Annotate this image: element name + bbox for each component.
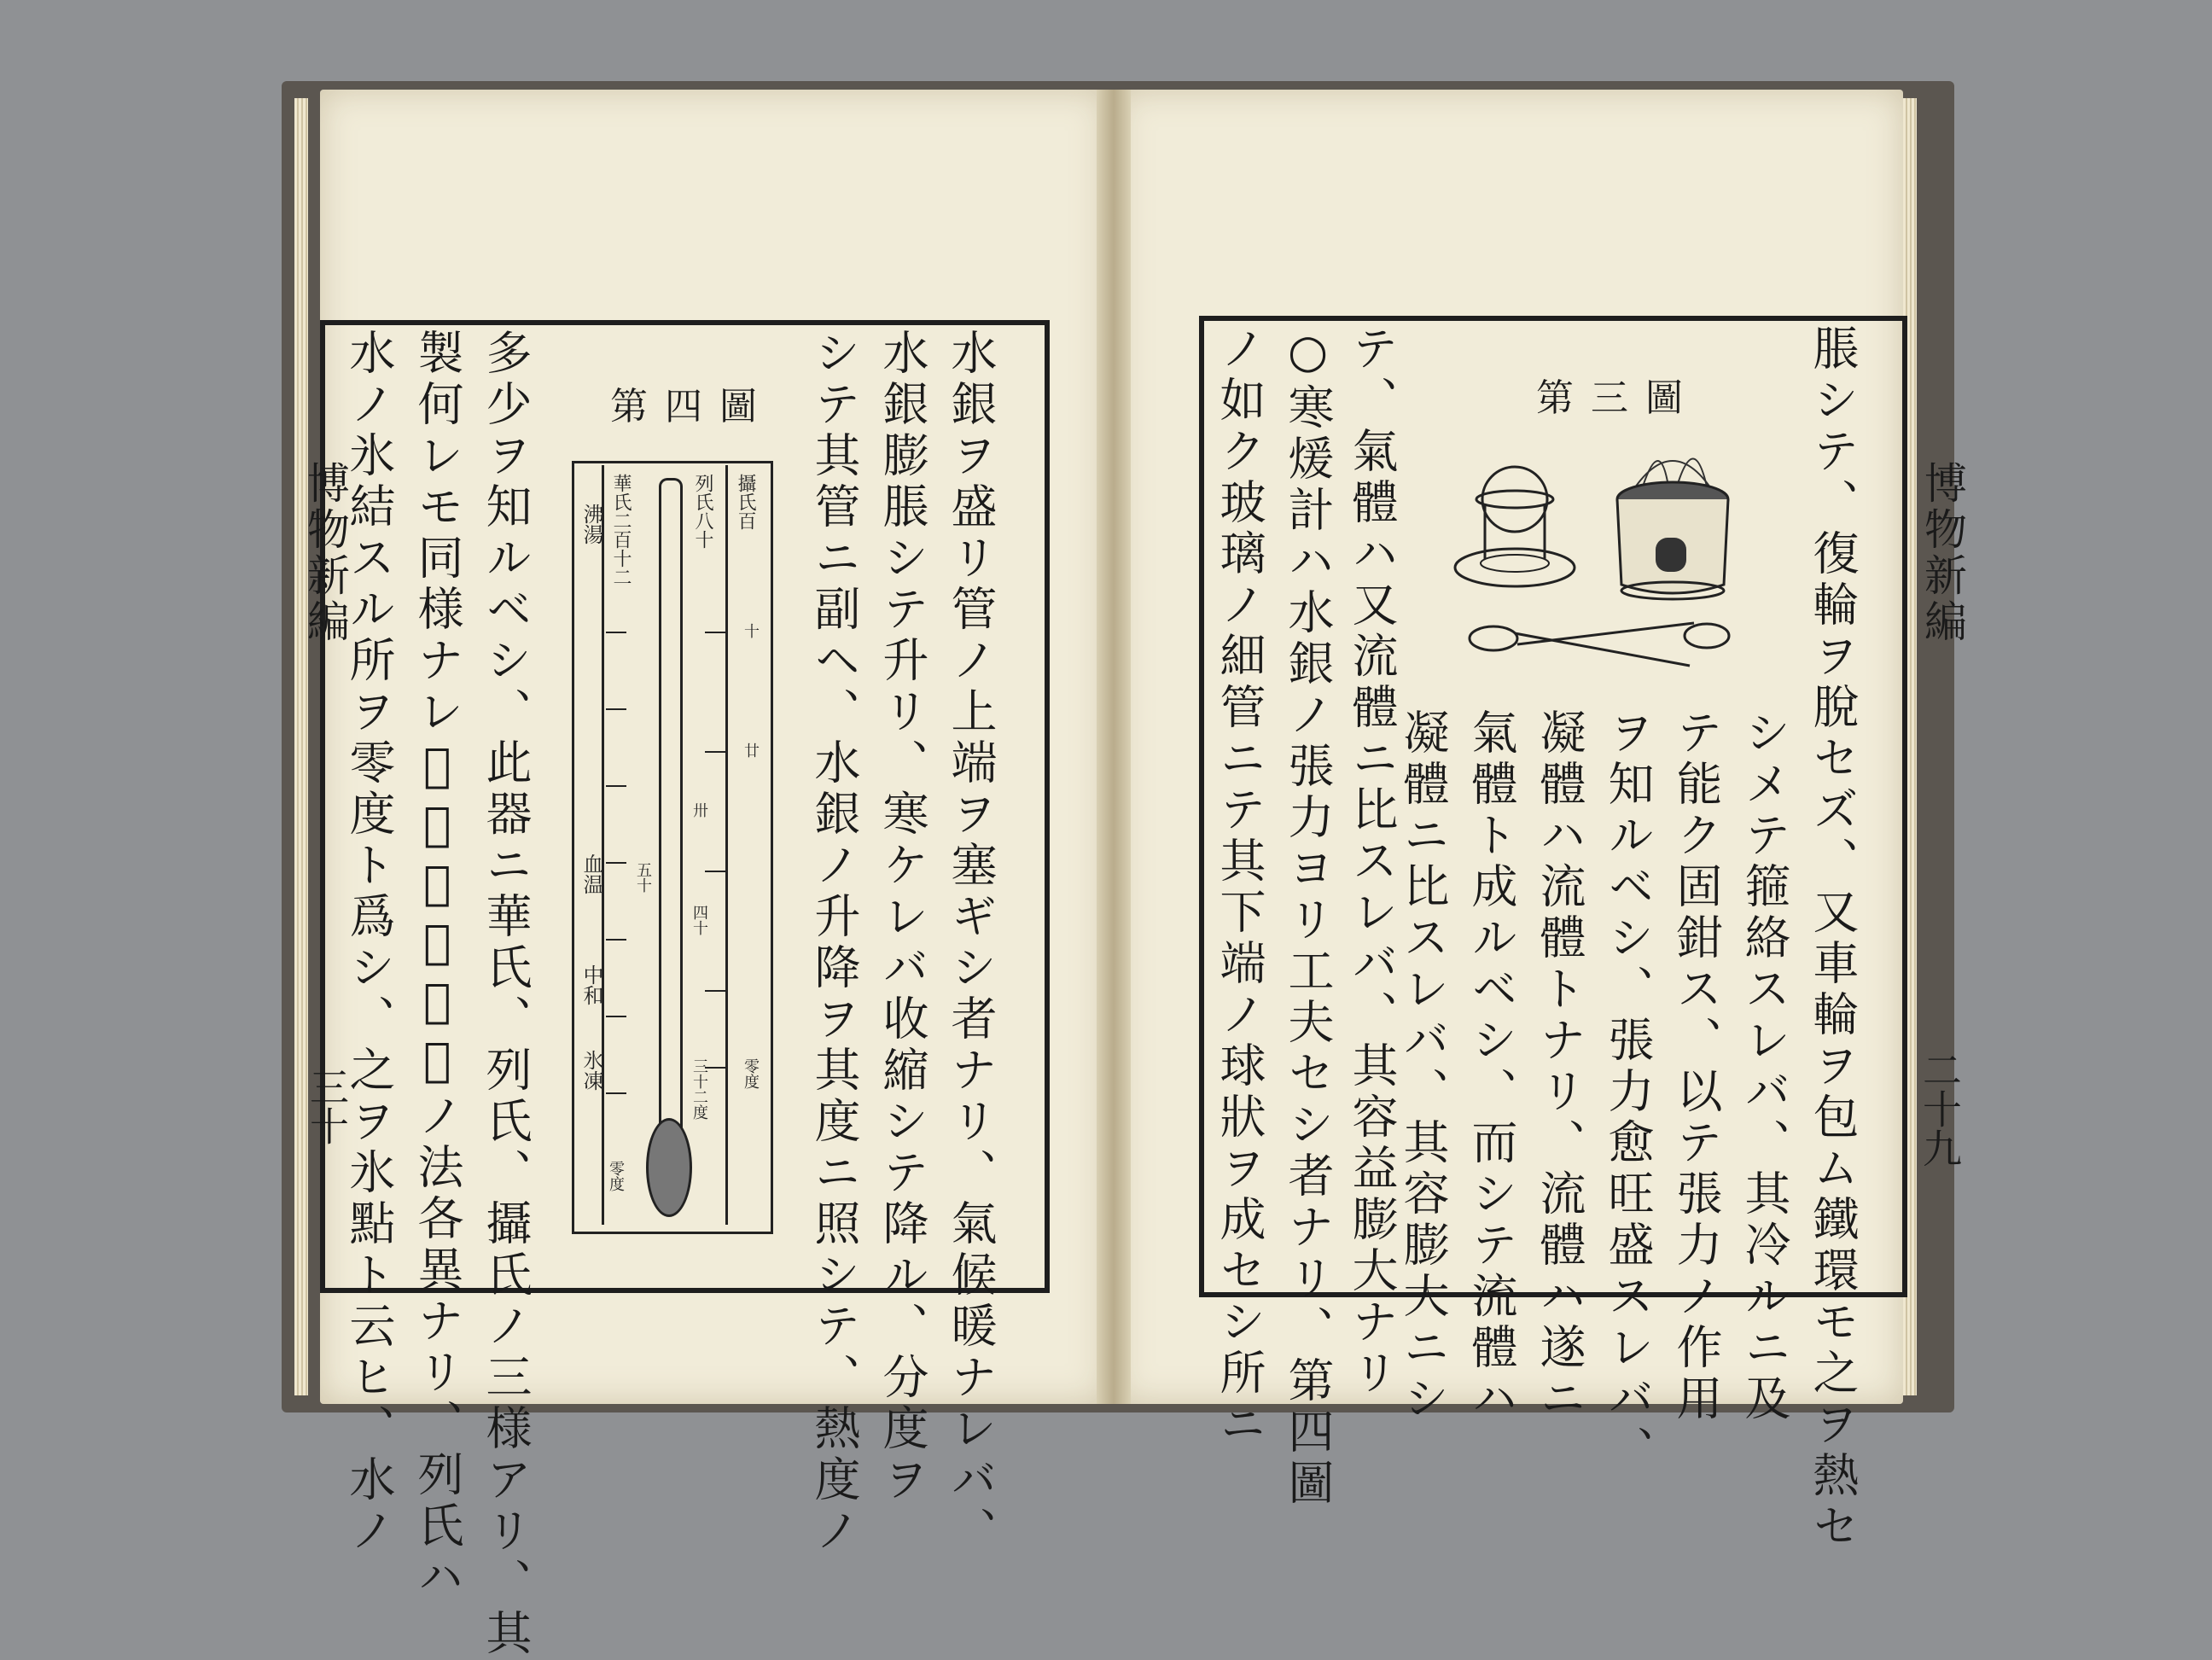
tick (606, 708, 626, 710)
right-col-5: シメテ箍絡スレバ、其冷ルニ及 (1738, 708, 1791, 1425)
right-folio: 二十九 (1917, 1050, 1963, 1168)
book-gutter (1097, 90, 1131, 1404)
left-col-5: 製何レモ同様ナレ𪜈、但其劃度ノ法各異ナリ、列氏ハ (410, 329, 464, 1604)
side-label-temperate: 中和 (579, 964, 603, 1005)
figure-3-illustration (1451, 410, 1758, 700)
tick-label: 三十二度 (690, 1058, 708, 1120)
right-margin-title: 博物新編 (1918, 461, 1967, 645)
tick (606, 1016, 626, 1017)
figure-4-title: 第四圖 (610, 385, 774, 428)
tick (705, 871, 725, 872)
scale-line-celsius (725, 465, 728, 1225)
side-label-boiling: 沸湯 (579, 504, 603, 545)
tick (705, 990, 725, 992)
right-col-8: 凝體ハ流體トナリ、流體ハ遂ニ (1533, 708, 1586, 1425)
scale-reaumur-label: 列氏八十 (692, 474, 713, 549)
tick (606, 862, 626, 864)
right-col-2: テ、氣體ハ又流體ニ比スレバ、其容益膨大ナリ (1345, 324, 1399, 1400)
scale-celsius-label: 攝氏百 (735, 474, 756, 530)
left-col-6: 水ノ氷結スル所ヲ零度ト爲シ、之ヲ氷點ト云ヒ、水ノ (342, 329, 396, 1558)
right-col-3: ○寒煖計ハ水銀ノ張力ヨリ工夫セシ者ナリ、第四圖 (1281, 324, 1335, 1510)
tick (705, 751, 725, 753)
left-col-4: 多少ヲ知ルベシ、此器ニ華氏、列氏、攝氏ノ三様アリ、其 (479, 329, 533, 1660)
side-label-blood: 血温 (579, 853, 603, 894)
side-label-freezing: 氷凍 (579, 1050, 603, 1091)
thermometer-bulb (646, 1118, 692, 1217)
tick-label: 零度 (742, 1058, 760, 1089)
thermometer-tube (659, 478, 683, 1129)
left-folio: 三十 (304, 1067, 350, 1145)
figure-3-title: 第三圖 (1536, 376, 1700, 420)
left-col-1: 水銀ヲ盛リ管ノ上端ヲ塞ギシ者ナリ、氣候暖ナレバ、 (944, 329, 998, 1558)
left-col-3: シテ其管ニ副ヘ、水銀ノ升降ヲ其度ニ照シテ、熱度ノ (807, 329, 861, 1558)
tongs-arm (1515, 633, 1690, 666)
stove-door (1656, 538, 1686, 572)
left-margin-title: 博物新編 (300, 461, 350, 645)
tick (606, 785, 626, 787)
tick (606, 1092, 626, 1094)
metal-ball (1482, 467, 1547, 532)
right-col-6: テ能ク固鉗ス、以テ張力ノ作用 (1669, 708, 1723, 1425)
right-col-7: ヲ知ルベシ、張力愈旺盛スレバ、 (1601, 708, 1655, 1477)
tongs-handle (1470, 626, 1517, 650)
tick (705, 632, 725, 633)
left-col-2: 水銀膨脹シテ升リ、寒ケレバ收縮シテ降ル、分度ヲ (876, 329, 929, 1506)
right-col-4: ノ如ク玻璃ノ細管ニテ其下端ノ球狀ヲ成セシ所ニ (1213, 324, 1266, 1451)
tick-label: 卅 (690, 802, 708, 818)
tick-label: 廿 (742, 743, 760, 758)
scale-line-fahrenheit (602, 465, 604, 1225)
tick (606, 632, 626, 633)
right-col-10: 凝體ニ比スレバ、其容膨大ニシ (1396, 708, 1450, 1425)
tick (606, 939, 626, 941)
scale-fahrenheit-label: 華氏二百十二 (610, 474, 632, 586)
right-col-1: 脹シテ、復輪ヲ脫セズ、又車輪ヲ包ム鐵環モ之ヲ熱セ (1806, 324, 1860, 1553)
tick-label: 十 (742, 623, 760, 638)
right-col-9: 氣體ト成ルベシ、而シテ流體ハ (1464, 708, 1518, 1425)
tick-label: 四十 (690, 905, 708, 935)
tick-label: 五十 (634, 862, 652, 893)
tick-label: 零度 (607, 1161, 625, 1191)
